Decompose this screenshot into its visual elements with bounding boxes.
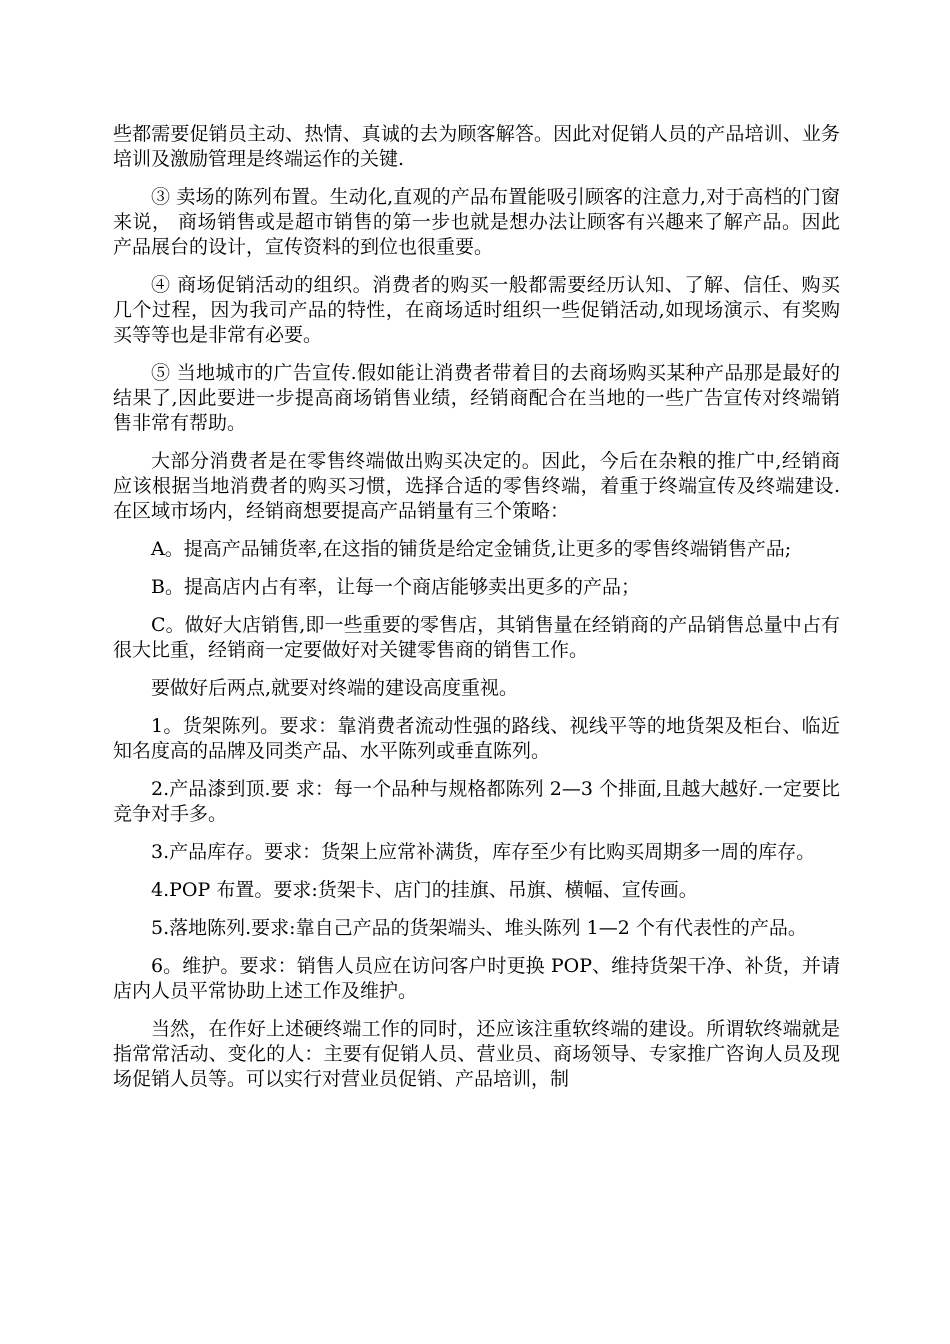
document-body xyxy=(113,122,840,1105)
paragraph-item-5: 5.落地陈列.要求:靠自己产品的货架端头、堆头陈列 1—2 个有代表性的产品。 xyxy=(151,917,807,939)
paragraph-item-3: 3.产品库存。要求：货架上应常补满货，库存至少有比购买周期多一周的库存。 xyxy=(151,841,816,863)
paragraph-promotion-events: ④ 商场促销活动的组织。消费者的购买一般都需要经历认知、了解、信任、购买几个过程，因为我司产品的特性，在商场适时组织一些促销活动,如现场演示、有奖购买等等也是非常有必要。 xyxy=(113,274,840,346)
paragraph-strategy-a: A。提高产品铺货率,在这指的铺货是给定金铺货,让更多的零售终端销售产品; xyxy=(151,538,792,560)
paragraph-strategy-b: B。提高店内占有率，让每一个商店能够卖出更多的产品； xyxy=(151,576,640,598)
paragraph-display-layout: ③ 卖场的陈列布置。生动化,直观的产品布置能吸引顾客的注意力,对于高档的门窗来说， 商场销售或是超市销售的第一步也就是想办法让顾客有兴趣来了解产品。因此产品展台的设计，宣传资料的到位也很重要。 xyxy=(113,186,840,258)
paragraph-terminal-construction: 要做好后两点,就要对终端的建设高度重视。 xyxy=(151,677,519,699)
paragraph-item-2: 2.产品漆到顶.要 求：每一个品种与规格都陈列 2—3 个排面,且越大越好.一定要比竞争对手多。 xyxy=(113,778,840,825)
paragraph-continued: 些都需要促销员主动、热情、真诚的去为顾客解答。因此对促销人员的产品培训、业务培训及激励管理是终端运作的关键. xyxy=(113,123,840,170)
paragraph-item-4: 4.POP 布置。要求:货架卡、店门的挂旗、吊旗、横幅、宣传画。 xyxy=(151,879,698,901)
paragraph-item-6: 6。维护。要求：销售人员应在访问客户时更换 POP、维持货架干净、补货，并请店内人员平常协助上述工作及维护。 xyxy=(113,955,840,1002)
paragraph-strategy-c: C。做好大店销售,即一些重要的零售店，其销售量在经销商的产品销售总量中占有很大比重，经销商一定要做好对关键零售商的销售工作。 xyxy=(113,614,840,661)
paragraph-soft-terminal: 当然，在作好上述硬终端工作的同时，还应该注重软终端的建设。所谓软终端就是指常常活动、变化的人：主要有促销人员、营业员、商场领导、专家推广咨询人员及现场促销人员等。可以实行对营业员促销、产品培训，制 xyxy=(113,1018,840,1090)
paragraph-retail-terminal: 大部分消费者是在零售终端做出购买决定的。因此，今后在杂粮的推广中,经销商应该根据当地消费者的购买习惯，选择合适的零售终端，着重于终端宣传及终端建设.在区域市场内，经销商想要提高产品销量有三个策略： xyxy=(113,450,840,522)
paragraph-item-1: 1。货架陈列。要求：靠消费者流动性强的路线、视线平等的地货架及柜台、临近知名度高的品牌及同类产品、水平陈列或垂直陈列。 xyxy=(113,715,840,762)
paragraph-local-advertising: ⑤ 当地城市的广告宣传.假如能让消费者带着目的去商场购买某种产品那是最好的结果了,因此要进一步提高商场销售业绩，经销商配合在当地的一些广告宣传对终端销售非常有帮助。 xyxy=(113,362,840,434)
